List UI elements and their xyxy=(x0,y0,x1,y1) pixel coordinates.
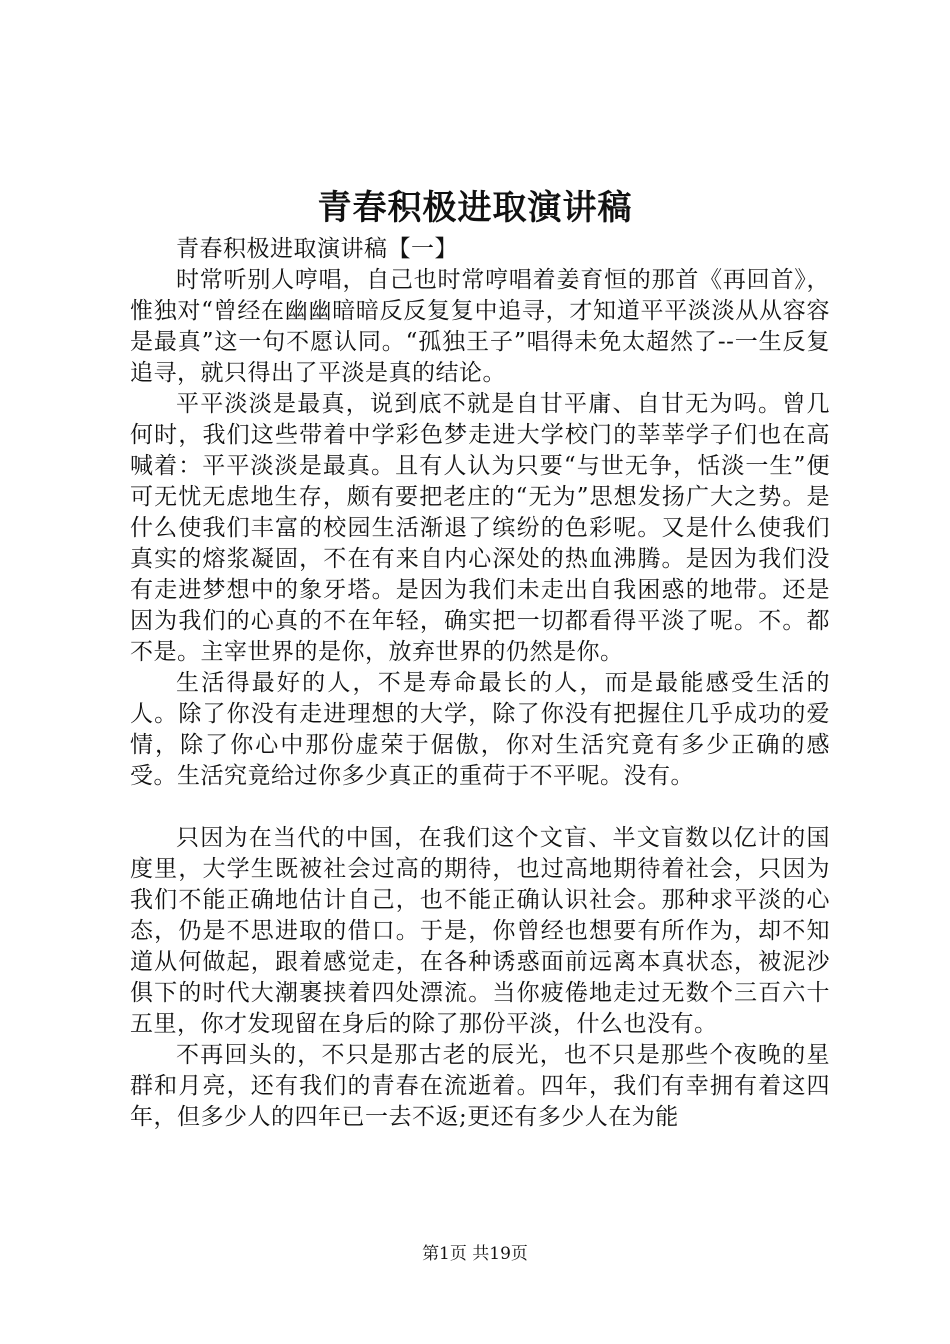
section-heading: 青春积极进取演讲稿【一】 xyxy=(176,236,458,262)
document-title: 青春积极进取演讲稿 xyxy=(317,188,633,228)
paragraph-4: 只因为在当代的中国，在我们这个文盲、半文盲数以亿计的国度里，大学生既被社会过高的期待，也过高地期待着社会，只因为我们不能正确地估计自己，也不能正确认识社会。那种求平淡的心态，仍是不思进取的借口。于是，你曾经也想要有所作为，却不知道从何做起，跟着感觉走，在各种诱惑面前远离本真状态，被泥沙俱下的时代大潮裹挟着四处漂流。当你疲倦地走过无数个三百六十五里，你才发现留在身后的除了那份平淡，什么也没有。 xyxy=(130,825,830,1037)
document-body xyxy=(130,234,830,1133)
paragraph-3: 生活得最好的人，不是寿命最长的人，而是最能感受生活的人。除了你没有走进理想的大学，除了你没有把握住几乎成功的爱情，除了你心中那份虚荣于倨傲，你对生活究竟有多少正确的感受。生活究竟给过你多少真正的重荷于不平呢。没有。 xyxy=(130,670,830,789)
paragraph-2: 平平淡淡是最真，说到底不就是自甘平庸、自甘无为吗。曾几何时，我们这些带着中学彩色梦走进大学校门的莘莘学子们也在高喊着：平平淡淡是最真。且有人认为只要“与世无争，恬淡一生”便可无忧无虑地生存，颇有要把老庄的“无为”思想发扬广大之势。是什么使我们丰富的校园生活渐退了缤纷的色彩呢。又是什么使我们真实的熔浆凝固，不在有来自内心深处的热血沸腾。是因为我们没有走进梦想中的象牙塔。是因为我们未走出自我困惑的地带。还是因为我们的心真的不在年轻，确实把一切都看得平淡了呢。不。都不是。主宰世界的是你，放弃世界的仍然是你。 xyxy=(130,391,830,665)
paragraph-1: 时常听别人哼唱，自己也时常哼唱着姜育恒的那首《再回首》，惟独对“曾经在幽幽暗暗反反复复中追寻，才知道平平淡淡从从容容是最真”这一句不愿认同。“孤独王子”唱得未免太超然了--一生反复追寻，就只得出了平淡是真的结论。 xyxy=(130,267,830,386)
page-footer: 第1页 共19页 xyxy=(422,1244,528,1264)
paragraph-5: 不再回头的，不只是那古老的辰光，也不只是那些个夜晚的星群和月亮，还有我们的青春在流逝着。四年，我们有幸拥有着这四年，但多少人的四年已一去不返;更还有多少人在为能 xyxy=(130,1042,830,1130)
